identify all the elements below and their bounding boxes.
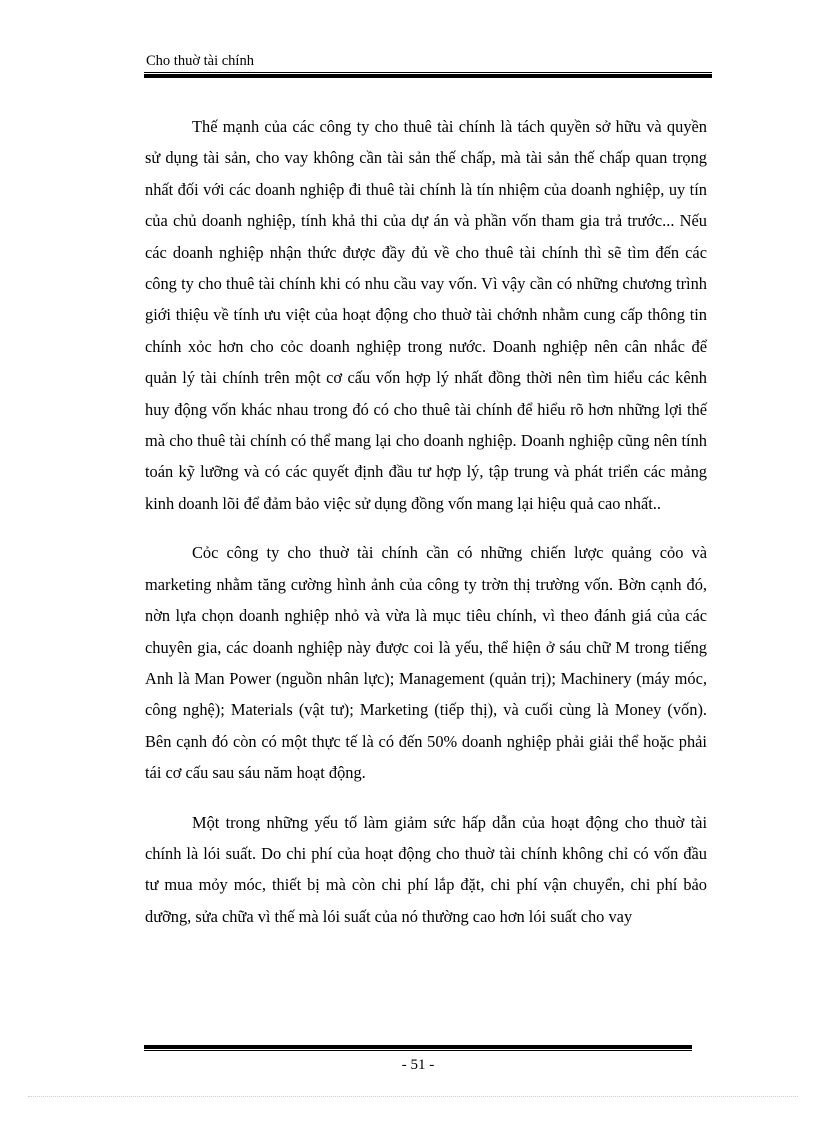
- page-edge-divider: [28, 1096, 798, 1097]
- running-header-title: Cho thuờ tài chính: [146, 53, 254, 69]
- paragraph-1: Thế mạnh của các công ty cho thuê tài chính là tách quyền sở hữu và quyền sử dụng tài sản, cho vay không cần tài sản thế chấp, mà tài sản thế chấp quan trọng nhất đối với các doanh nghiệp đi thuê tài chính là tín nhiệm của doanh nghiệp, uy tín của chủ doanh nghiệp, tính khả thi của dự án và phần vốn tham gia trả trước... Nếu các doanh nghiệp nhận thức được đầy đủ về cho thuê tài chính thì sẽ tìm đến các công ty cho thuê tài chính khi có nhu cầu vay vốn. Vì vậy cần có những chương trình giới thiệu về tính ưu việt của hoạt động cho thuờ tài chớnh nhằm cung cấp thông tin chính xỏc hơn cho cỏc doanh nghiệp trong nước. Doanh nghiệp nên cân nhắc để quản lý tài chính trên một cơ cấu vốn hợp lý nhất đồng thời nên tìm hiểu các kênh huy động vốn khác nhau trong đó có cho thuê tài chính để hiểu rõ hơn những lợi thế mà cho thuê tài chính có thể mang lại cho doanh nghiệp. Doanh nghiệp cũng nên tính toán kỹ lưỡng và có các quyết định đầu tư hợp lý, tập trung và phát triển các mảng kinh doanh lõi để đảm bảo việc sử dụng đồng vốn mang lại hiệu quả cao nhất..: [145, 117, 707, 513]
- body-text: [145, 111, 707, 950]
- page-number: - 51 -: [401, 1057, 435, 1073]
- paragraph-2: Cỏc công ty cho thuờ tài chính cần có những chiến lược quảng cỏo và marketing nhằm tăng cường hình ảnh của công ty trờn thị trường vốn. Bờn cạnh đó, nờn lựa chọn doanh nghiệp nhỏ và vừa là mục tiêu chính, vì theo đánh giá của các chuyên gia, các doanh nghiệp này được coi là yếu, thể hiện ở sáu chữ M trong tiếng Anh là Man Power (nguồn nhân lực); Management (quản trị); Machinery (máy móc, công nghệ); Materials (vật tư); Marketing (tiếp thị), và cuối cùng là Money (vốn). Bên cạnh đó còn có một thực tế là có đến 50% doanh nghiệp phải giải thể hoặc phải tái cơ cấu sau sáu năm hoạt động.: [145, 543, 707, 783]
- header-rule-thick: [144, 74, 712, 78]
- page-footer: [144, 1045, 692, 1074]
- page-header: [144, 52, 712, 78]
- footer-rule-thin: [144, 1050, 692, 1051]
- paragraph-3: Một trong những yếu tố làm giảm sức hấp dẫn của hoạt động cho thuờ tài chính là lói suất. Do chi phí của hoạt động cho thuờ tài chính không chỉ có vốn đầu tư mua mỏy móc, thiết bị mà còn chi phí lắp đặt, chi phí vận chuyển, chi phí bảo dưỡng, sửa chữa vì thế mà lói suất của nó thường cao hơn lói suất cho vay: [145, 812, 707, 926]
